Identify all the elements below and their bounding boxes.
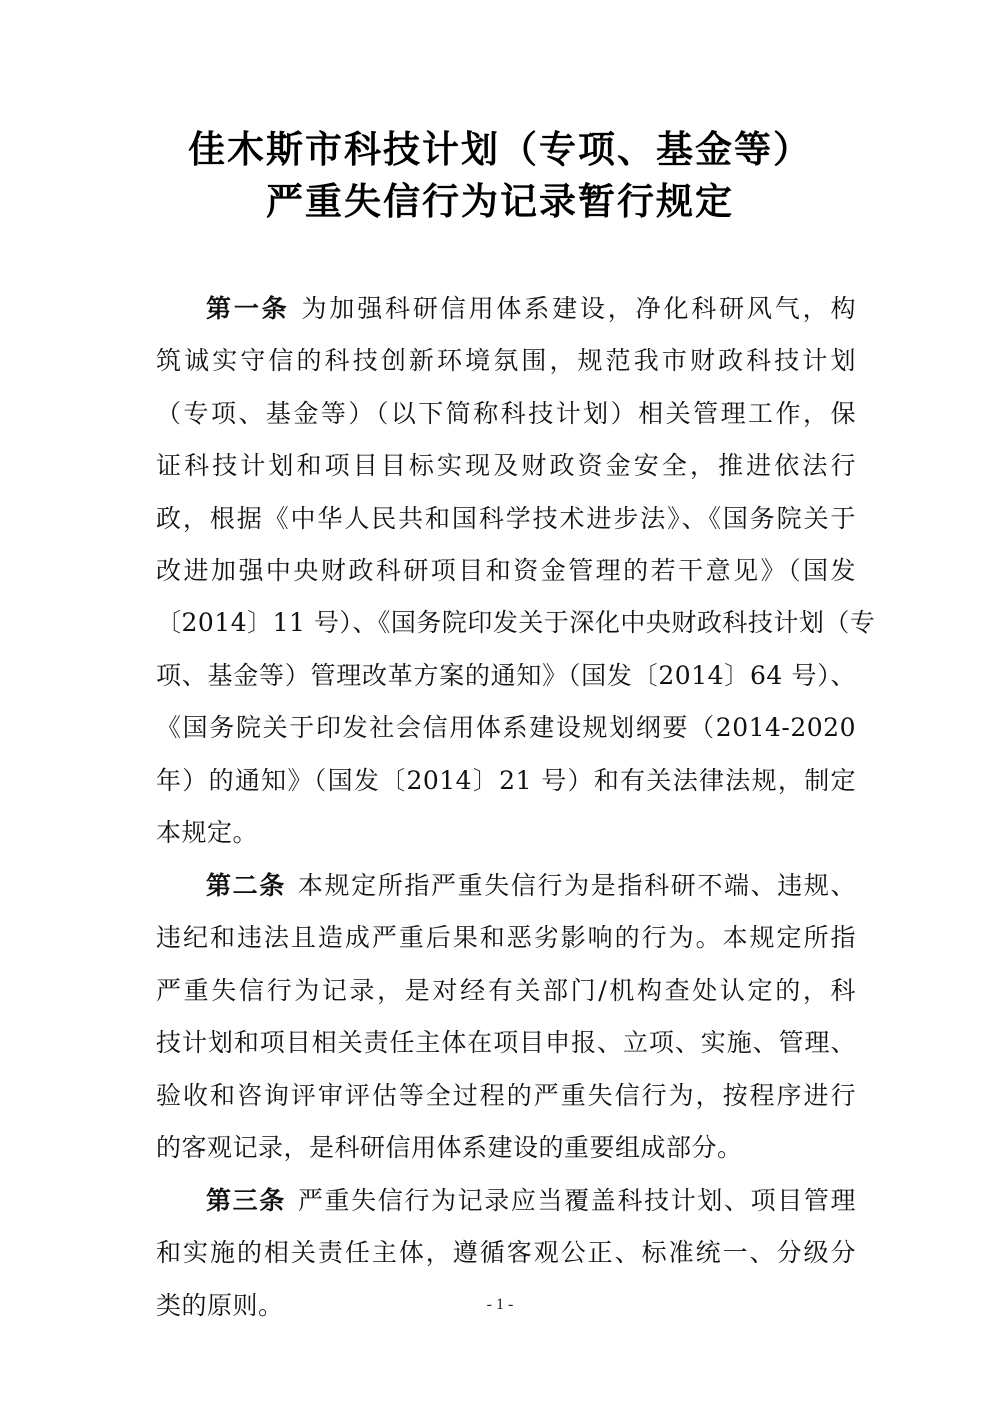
article-2-line-4: 技计划和项目相关责任主体在项目申报、立项、实施、管理、 bbox=[156, 1028, 856, 1057]
article-3-text: 严重失信行为记录应当覆盖科技计划、项目管理 bbox=[297, 1186, 856, 1215]
page-number: - 1 - bbox=[486, 1296, 514, 1313]
article-3-line-2: 和实施的相关责任主体，遵循客观公正、标准统一、分级分 bbox=[156, 1238, 856, 1267]
article-2-text: 本规定所指严重失信行为是指科研不端、违规、 bbox=[297, 871, 856, 900]
article-1-line-2: 筑诚实守信的科技创新环境氛围，规范我市财政科技计划 bbox=[156, 346, 856, 375]
article-1-line-6: 改进加强中央财政科研项目和资金管理的若干意见》（国发 bbox=[156, 556, 856, 585]
article-2-line-2: 违纪和违法且造成严重后果和恶劣影响的行为。本规定所指 bbox=[156, 923, 856, 952]
article-1-line-7: 〔2014〕11 号）、《国务院印发关于深化中央财政科技计划（专 bbox=[156, 608, 876, 637]
article-2-line-1 bbox=[206, 866, 856, 906]
article-1-line-3: （专项、基金等）（以下简称科技计划）相关管理工作，保 bbox=[156, 399, 856, 428]
article-1-label: 第一条 bbox=[206, 294, 290, 323]
article-3-line-3: 类的原则。 bbox=[156, 1291, 284, 1320]
article-1-line-9: 《国务院关于印发社会信用体系建设规划纲要（2014-2020 bbox=[156, 713, 856, 742]
article-3-line-1 bbox=[206, 1181, 856, 1221]
article-2-label: 第二条 bbox=[206, 871, 286, 900]
document-title-line-2: 严重失信行为记录暂行规定 bbox=[266, 180, 734, 223]
article-1-line-1 bbox=[206, 289, 856, 329]
article-1-text: 为加强科研信用体系建设，净化科研风气，构 bbox=[301, 294, 856, 323]
article-2-line-3: 严重失信行为记录，是对经有关部门/机构查处认定的，科 bbox=[156, 976, 856, 1005]
article-2-line-5: 验收和咨询评审评估等全过程的严重失信行为，按程序进行 bbox=[156, 1081, 856, 1110]
article-1-line-8: 项、基金等）管理改革方案的通知》（国发〔2014〕64 号）、 bbox=[156, 661, 856, 690]
article-2-line-6: 的客观记录，是科研信用体系建设的重要组成部分。 bbox=[156, 1133, 743, 1162]
article-1-line-10: 年）的通知》（国发〔2014〕21 号）和有关法律法规，制定 bbox=[156, 766, 856, 795]
article-3-label: 第三条 bbox=[206, 1186, 286, 1215]
document-title-line-1: 佳木斯市科技计划（专项、基金等） bbox=[188, 128, 812, 171]
article-1-line-5: 政，根据《中华人民共和国科学技术进步法》、《国务院关于 bbox=[156, 504, 856, 533]
article-1-line-11: 本规定。 bbox=[156, 818, 259, 847]
article-1-line-4: 证科技计划和项目目标实现及财政资金安全，推进依法行 bbox=[156, 451, 856, 480]
